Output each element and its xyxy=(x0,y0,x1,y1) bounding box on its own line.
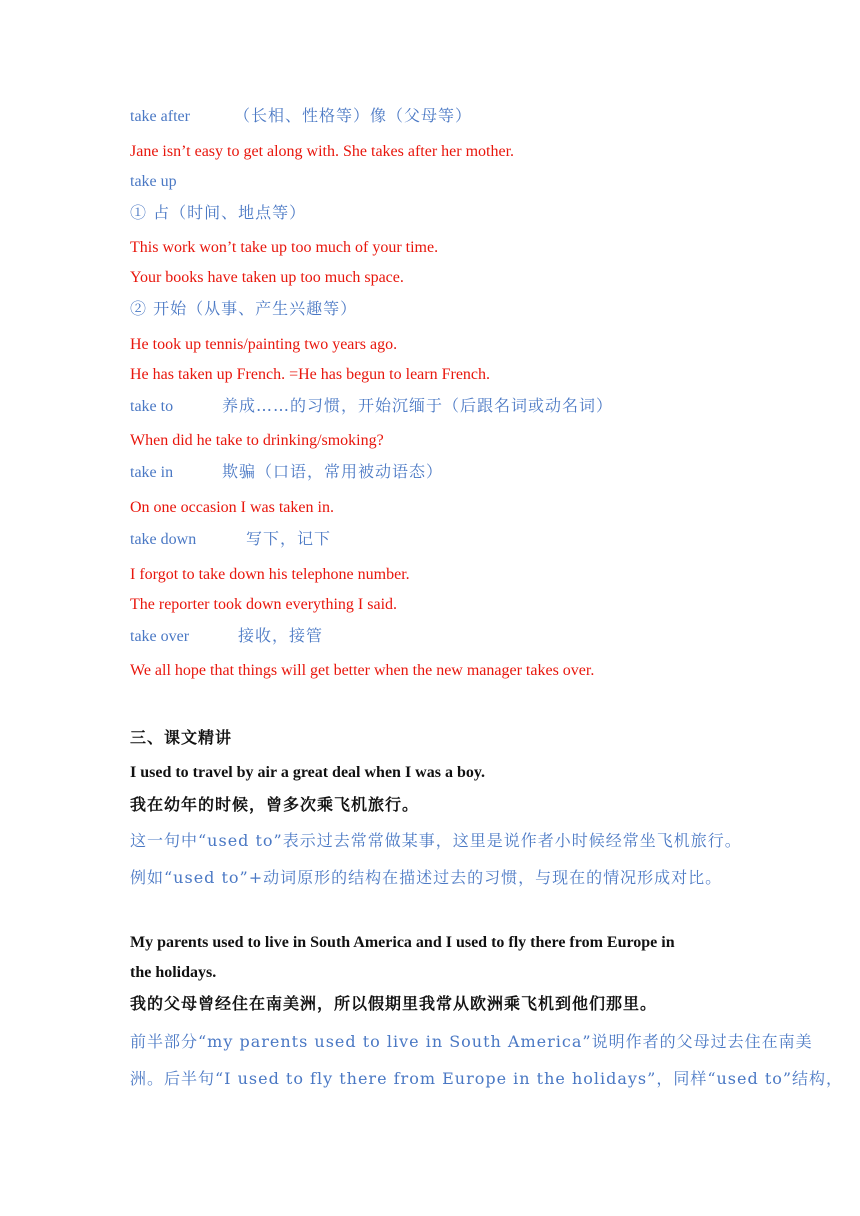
example-sentence: Your books have taken up too much space. xyxy=(130,269,404,286)
phrase-meaning: 写下，记下 xyxy=(246,529,332,548)
phrase-term: take in xyxy=(130,464,174,481)
phrase-term: take down xyxy=(130,531,197,548)
text-sentence-zh: 我在幼年的时候，曾多次乘飞机旅行。 xyxy=(130,795,420,814)
phrase-term: take up xyxy=(130,173,177,190)
phrase-term: take after xyxy=(130,108,190,125)
example-sentence: The reporter took down everything I said. xyxy=(130,596,398,613)
phrase-term: take over xyxy=(130,628,190,645)
example-sentence: He took up tennis/painting two years ago. xyxy=(130,336,398,353)
entry-take-to xyxy=(130,395,613,418)
entry-take-down xyxy=(130,528,331,551)
example-sentence: We all hope that things will get better when the new manager takes over. xyxy=(130,662,595,679)
example-sentence: When did he take to drinking/smoking? xyxy=(130,432,384,449)
phrase-term: take to xyxy=(130,398,174,415)
phrase-meaning: 养成……的习惯，开始沉缅于（后跟名词或动名词） xyxy=(222,396,614,415)
entry-take-over xyxy=(130,625,323,648)
explanation-line: 这一句中“used to”表示过去常常做某事，这里是说作者小时候经常坐飞机旅行。 xyxy=(130,831,742,850)
text-sentence-en-cont: the holidays. xyxy=(130,964,217,981)
entry-take-in xyxy=(130,461,443,484)
phrase-meaning: 欺骗（口语，常用被动语态） xyxy=(222,462,444,481)
example-sentence: On one occasion I was taken in. xyxy=(130,499,334,516)
example-sentence: He has taken up French. =He has begun to learn French. xyxy=(130,366,491,383)
text-sentence-en: My parents used to live in South America and I used to fly there from Europe in xyxy=(130,934,675,951)
explanation-line: 前半部分“my parents used to live in South America”说明作者的父母过去住在南美 xyxy=(130,1032,813,1051)
phrase-meaning: 接收，接管 xyxy=(238,626,324,645)
explanation-line: 洲。后半句“I used to fly there from Europe in the holidays”，同样“used to”结构， xyxy=(130,1069,844,1088)
example-sentence: This work won’t take up too much of your time. xyxy=(130,239,439,256)
text-sentence-zh: 我的父母曾经住在南美洲，所以假期里我常从欧洲乘飞机到他们那里。 xyxy=(130,994,658,1013)
example-sentence: I forgot to take down his telephone number. xyxy=(130,566,410,583)
section-heading: 三、课文精讲 xyxy=(130,728,233,747)
phrase-meaning: （长相、性格等）像（父母等） xyxy=(234,106,473,125)
text-sentence-en: I used to travel by air a great deal when I was a boy. xyxy=(130,764,485,781)
sense-label: ② 开始（从事、产生兴趣等） xyxy=(130,299,358,318)
entry-take-after xyxy=(130,105,472,128)
explanation-line: 例如“used to”+动词原形的结构在描述过去的习惯，与现在的情况形成对比。 xyxy=(130,868,723,887)
example-sentence: Jane isn’t easy to get along with. She takes after her mother. xyxy=(130,143,515,160)
sense-label: ① 占（时间、地点等） xyxy=(130,203,307,222)
